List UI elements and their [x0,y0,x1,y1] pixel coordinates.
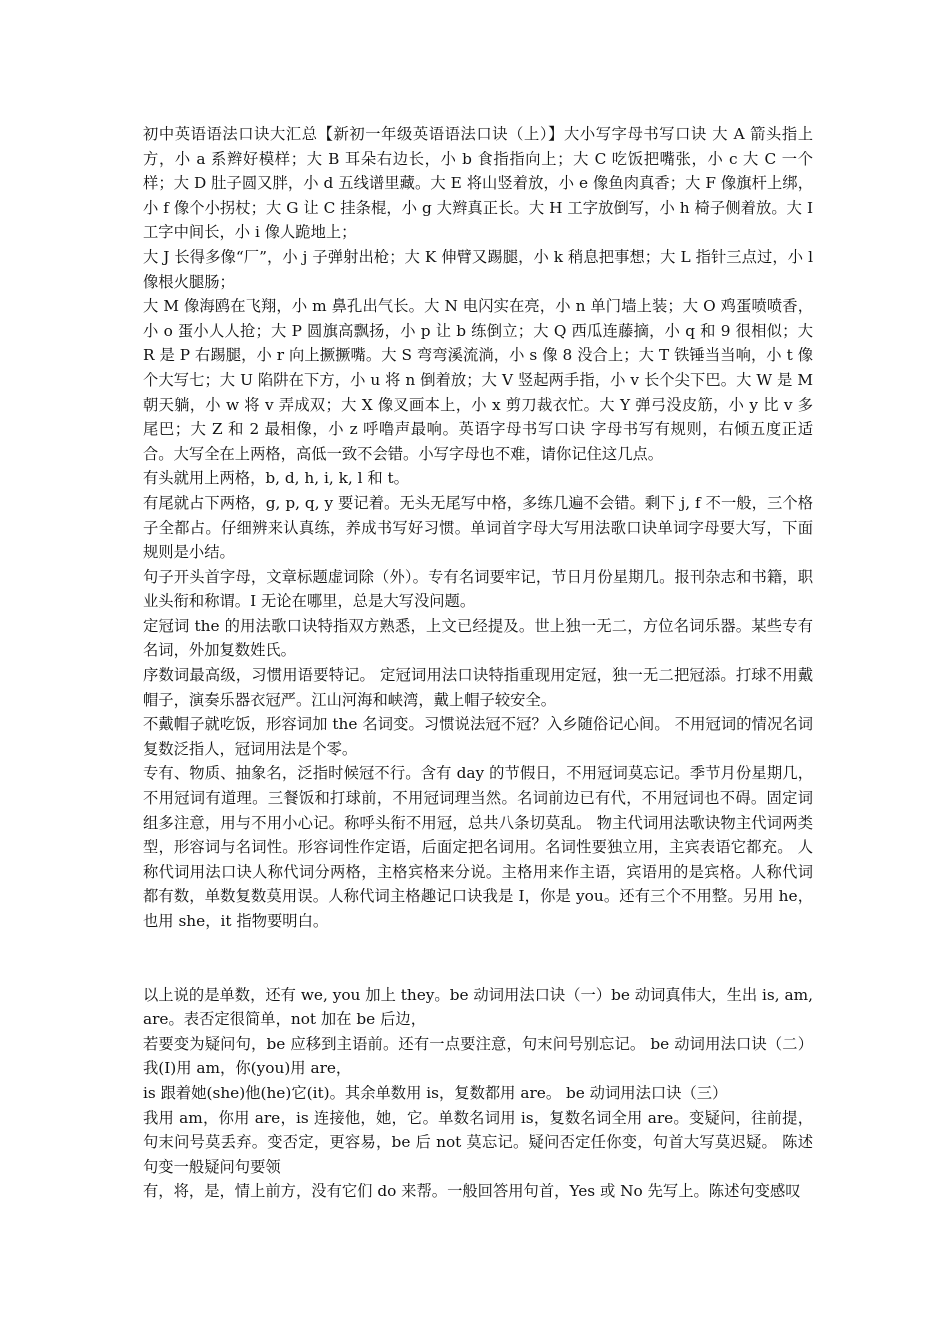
paragraph: 定冠词 the 的用法歌口诀特指双方熟悉，上文已经提及。世上独一无二，方位名词乐器。某些专有名词，外加复数姓氏。 [143,616,813,660]
document-body [143,122,813,1204]
paragraph: is 跟着她(she)他(he)它(it)。其余单数用 is，复数都用 are。 be 动词用法口诀（三） [143,1083,728,1102]
paragraph: 我用 am，你用 are，is 连接他，她，它。单数名词用 is，复数名词全用 are。变疑问，往前提，句末问号莫丢弃。变否定，更容易，be 后 not 莫忘记。疑问否定任你变，句首大写莫迟疑。 陈述句变一般疑问句要领 [143,1108,813,1176]
paragraph: 大 J 长得多像“厂”，小 j 子弹射出枪；大 K 伸臂又踢腿，小 k 稍息把事想；大 L 指针三点过，小 l 像根火腿肠； [143,247,813,291]
paragraph: 有头就用上两格，b, d, h, i, k, l 和 t。 [143,469,409,488]
paragraph: 不戴帽子就吃饭，形容词加 the 名词变。习惯说法冠不冠？入乡随俗记心间。 不用冠词的情况名词复数泛指人，冠词用法是个零。 [143,715,813,758]
paragraph: 有，将，是，情上前方，没有它们 do 来帮。一般回答用句首，Yes 或 No 先写上。陈述句变感叹 [143,1182,801,1201]
paragraph: 以上说的是单数，还有 we, you 加上 they。be 动词用法口诀（一）be 动词真伟大，生出 is, am, are。表否定很简单，not 加在 be 后边， [143,985,813,1029]
paragraph: 专有、物质、抽象名，泛指时候冠不行。含有 day 的节假日，不用冠词莫忘记。季节月份星期几，不用冠词有道理。三餐饭和打球前，不用冠词理当然。名词前边已有代，不用冠词也不碍。固定词组多注意，用与不用小心记。称呼头衔不用冠，总共八条切莫乱。 物主代词用法歌诀物主代词两类型，形容词与名词性。形容词性作定语，后面定把名词用。名词性要独立用，主宾表语它都充。 人称代词用法口诀人称代词分两格，主格宾格来分说。主格用来作主语，宾语用的是宾格。人称代词都有数，单数复数莫用误。人称代词主格趣记口诀我是 I，你是 you。还有三个不用整。另用 he，也用 she，it 指物要明白。 [143,764,813,930]
paragraph: 初中英语语法口诀大汇总【新初一年级英语语法口诀（上）】大小写字母书写口诀 大 A 箭头指上方，小 a 系辫好模样；大 B 耳朵右边长，小 b 食指指向上；大 C 吃饭把嘴张，小 c 大 C 一个样；大 D 肚子圆又胖，小 d 五线谱里藏。大 E 将山竖着放，小 e 像鱼肉真香；大 F 像旗杆上绑，小 f 像个小拐杖；大 G 让 C 挂条棍，小 g 大辫真正长。大 H 工字放倒写，小 h 椅子侧着放。大 I 工字中间长，小 i 像人跪地上； [143,125,813,242]
paragraph: 大 M 像海鸥在飞翔，小 m 鼻孔出气长。大 N 电闪实在亮，小 n 单门墙上装；大 O 鸡蛋喷喷香，小 o 蛋小人人抢；大 P 圆旗高飘扬，小 p 让 b 练倒立；大 Q 西瓜连藤摘，小 q 和 9 很相似；大 R 是 P 右踢腿，小 r 向上撅撅嘴。大 S 弯弯溪流淌，小 s 像 8 没合上；大 T 铁锤当当响，小 t 像个大写七；大 U 陷阱在下方，小 u 将 n 倒着放；大 V 竖起两手指，小 v 长个尖下巴。大 W 是 M 朝天躺，小 w 将 v 弄成双；大 X 像叉画本上，小 x 剪刀裁衣忙。大 Y 弹弓没皮筋，小 y 比 v 多尾巴；大 Z 和 2 最相像，小 z 呼噜声最响。英语字母书写口诀 字母书写有规则，右倾五度正适合。大写全在上两格，高低一致不会错。小写字母也不难，请你记住这几点。 [143,297,813,463]
paragraph: 序数词最高级，习惯用语要特记。 定冠词用法口诀特指重现用定冠，独一无二把冠添。打球不用戴帽子，演奏乐器衣冠严。江山河海和峡湾，戴上帽子较安全。 [143,666,813,709]
paragraph-gap [143,934,813,983]
paragraph: 句子开头首字母，文章标题虚词除（外）。专有名词要牢记，节日月份星期几。报刊杂志和书籍，职业头衔和称谓。I 无论在哪里，总是大写没问题。 [143,567,813,611]
paragraph: 若要变为疑问句，be 应移到主语前。还有一点要注意，句末问号别忘记。 be 动词用法口诀（二）我(I)用 am，你(you)用 are， [143,1034,813,1078]
paragraph: 有尾就占下两格，g, p, q, y 要记着。无头无尾写中格，多练几遍不会错。剩下 j, f 不一般，三个格子全都占。仔细辨来认真练，养成书写好习惯。单词首字母大写用法歌口诀单词字母要大写，下面规则是小结。 [143,493,813,562]
